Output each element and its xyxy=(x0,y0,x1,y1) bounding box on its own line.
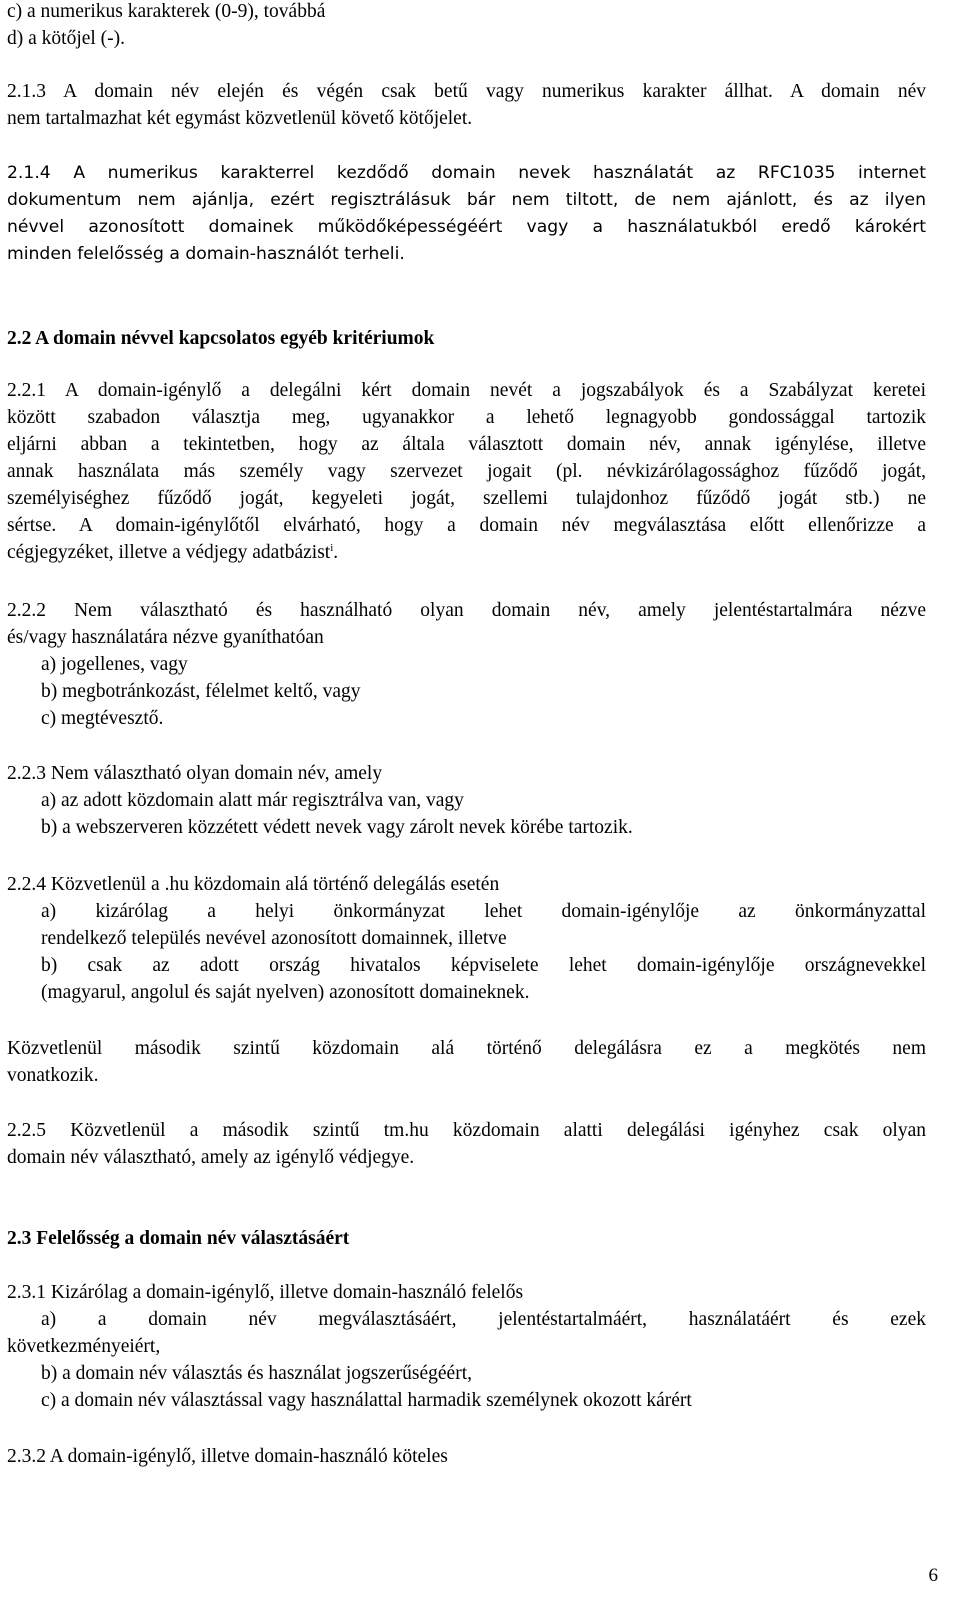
list-item-continued: (magyarul, angolul és saját nyelven) azonosított domaineknek. xyxy=(41,982,530,1003)
paragraph-line: 2.1.4 A numerikus karakterrel kezdődő domain nevek használatát az RFC1035 internet xyxy=(7,163,926,183)
heading-2-2 xyxy=(7,325,926,352)
list-item-d: d) a kötőjel (-). xyxy=(7,28,126,49)
paragraph-line: 2.1.3 A domain név elején és végén csak betű vagy numerikus karakter állhat. A domain név xyxy=(7,81,926,102)
list-item: b) csak az adott ország hivatalos képviselete lehet domain-igénylője országnevekkel xyxy=(41,955,926,976)
list-item: b) a domain név választás és használat jogszerűségéért, xyxy=(41,1363,472,1384)
section-2-2-5 xyxy=(7,1117,926,1171)
paragraph-line: 2.2.4 Közvetlenül a .hu közdomain alá történő delegálás esetén xyxy=(7,874,500,895)
continued-list xyxy=(7,0,926,52)
paragraph-line: dokumentum nem ajánlja, ezért regisztrálásuk bár nem tiltott, de nem ajánlott, és az ilyen xyxy=(7,190,926,210)
paragraph-line: között szabadon választja meg, ugyanakkor a lehető legnagyobb gondossággal tartozik xyxy=(7,407,926,428)
section-2-3-2 xyxy=(7,1443,926,1470)
section-2-2-4 xyxy=(7,871,926,1006)
paragraph-line: 2.2.3 Nem választható olyan domain név, amely xyxy=(7,763,383,784)
section-2-2-3 xyxy=(7,760,926,841)
paragraph-line: minden felelősség a domain-használót terheli. xyxy=(7,244,405,264)
section-2-3-1 xyxy=(7,1279,926,1414)
paragraph-line: névvel azonosított domainek működőképességéért vagy a használatukból eredő károkért xyxy=(7,217,926,237)
paragraph-line: és/vagy használatára nézve gyaníthatóan xyxy=(7,627,324,648)
section-2-1-4 xyxy=(7,160,926,268)
section-2-1-3 xyxy=(7,78,926,132)
note-paragraph xyxy=(7,1035,926,1089)
list-item: c) a domain név választással vagy használattal harmadik személynek okozott kárért xyxy=(41,1390,692,1411)
paragraph-line: 2.3.1 Kizárólag a domain-igénylő, illetve domain-használó felelős xyxy=(7,1282,524,1303)
footnote-marker[interactable]: i xyxy=(330,542,334,554)
list-item: b) megbotránkozást, félelmet keltő, vagy xyxy=(41,681,361,702)
list-item: a) az adott közdomain alatt már regisztrálva van, vagy xyxy=(41,790,464,811)
paragraph-line: eljárni abban a tekintetben, hogy az általa választott domain név, annak igénylése, illetve xyxy=(7,434,926,455)
page-number: 6 xyxy=(928,1565,938,1586)
section-heading: 2.3 Felelősség a domain név választásáért xyxy=(7,1228,350,1249)
paragraph-line: személyiséghez fűződő jogát, kegyeleti jogát, szellemi tulajdonhoz fűződő jogát stb.) ne xyxy=(7,488,926,509)
paragraph-line: domain név választható, amely az igénylő védjegye. xyxy=(7,1147,415,1168)
list-item-c: c) a numerikus karakterek (0-9), továbbá xyxy=(7,1,326,22)
paragraph-line: 2.2.2 Nem választható és használható olyan domain név, amely jelentéstartalmára nézve xyxy=(7,600,926,621)
paragraph-line xyxy=(7,539,926,566)
paragraph-line: nem tartalmazhat két egymást közvetlenül követő kötőjelet. xyxy=(7,108,473,129)
list-item: b) a webszerveren közzétett védett nevek vagy zárolt nevek körébe tartozik. xyxy=(41,817,633,838)
paragraph-line: 2.2.1 A domain-igénylő a delegálni kért domain nevét a jogszabályok és a Szabályzat keretei xyxy=(7,380,926,401)
section-2-2-1 xyxy=(7,377,926,566)
list-item: a) a domain név megválasztásáért, jelentéstartalmáért, használatáért és ezek xyxy=(41,1309,926,1330)
line-text: cégjegyzéket, illetve a védjegy adatbázist xyxy=(7,542,331,563)
list-item: a) jogellenes, vagy xyxy=(41,654,188,675)
list-item-continued: rendelkező település nevével azonosított domainnek, illetve xyxy=(41,928,507,949)
section-heading: 2.2 A domain névvel kapcsolatos egyéb kritériumok xyxy=(7,328,435,349)
line-end: . xyxy=(333,542,339,563)
list-item: c) megtévesztő. xyxy=(41,708,164,729)
list-item: a) kizárólag a helyi önkormányzat lehet domain-igénylője az önkormányzattal xyxy=(41,901,926,922)
paragraph-line: sértse. A domain-igénylőtől elvárható, hogy a domain név megválasztása előtt ellenőrizze a xyxy=(7,515,926,536)
section-2-2-2 xyxy=(7,597,926,732)
paragraph-line: 2.3.2 A domain-igénylő, illetve domain-használó köteles xyxy=(7,1446,448,1467)
list-item-continued: következményeiért, xyxy=(7,1336,161,1357)
paragraph-line: annak használata más személy vagy szervezet jogait (pl. névkizárólagossághoz fűződő jogát, xyxy=(7,461,926,482)
paragraph-line: vonatkozik. xyxy=(7,1065,99,1086)
paragraph-line: Közvetlenül második szintű közdomain alá történő delegálásra ez a megkötés nem xyxy=(7,1038,926,1059)
paragraph-line: 2.2.5 Közvetlenül a második szintű tm.hu közdomain alatti delegálási igényhez csak olyan xyxy=(7,1120,926,1141)
heading-2-3 xyxy=(7,1225,926,1252)
